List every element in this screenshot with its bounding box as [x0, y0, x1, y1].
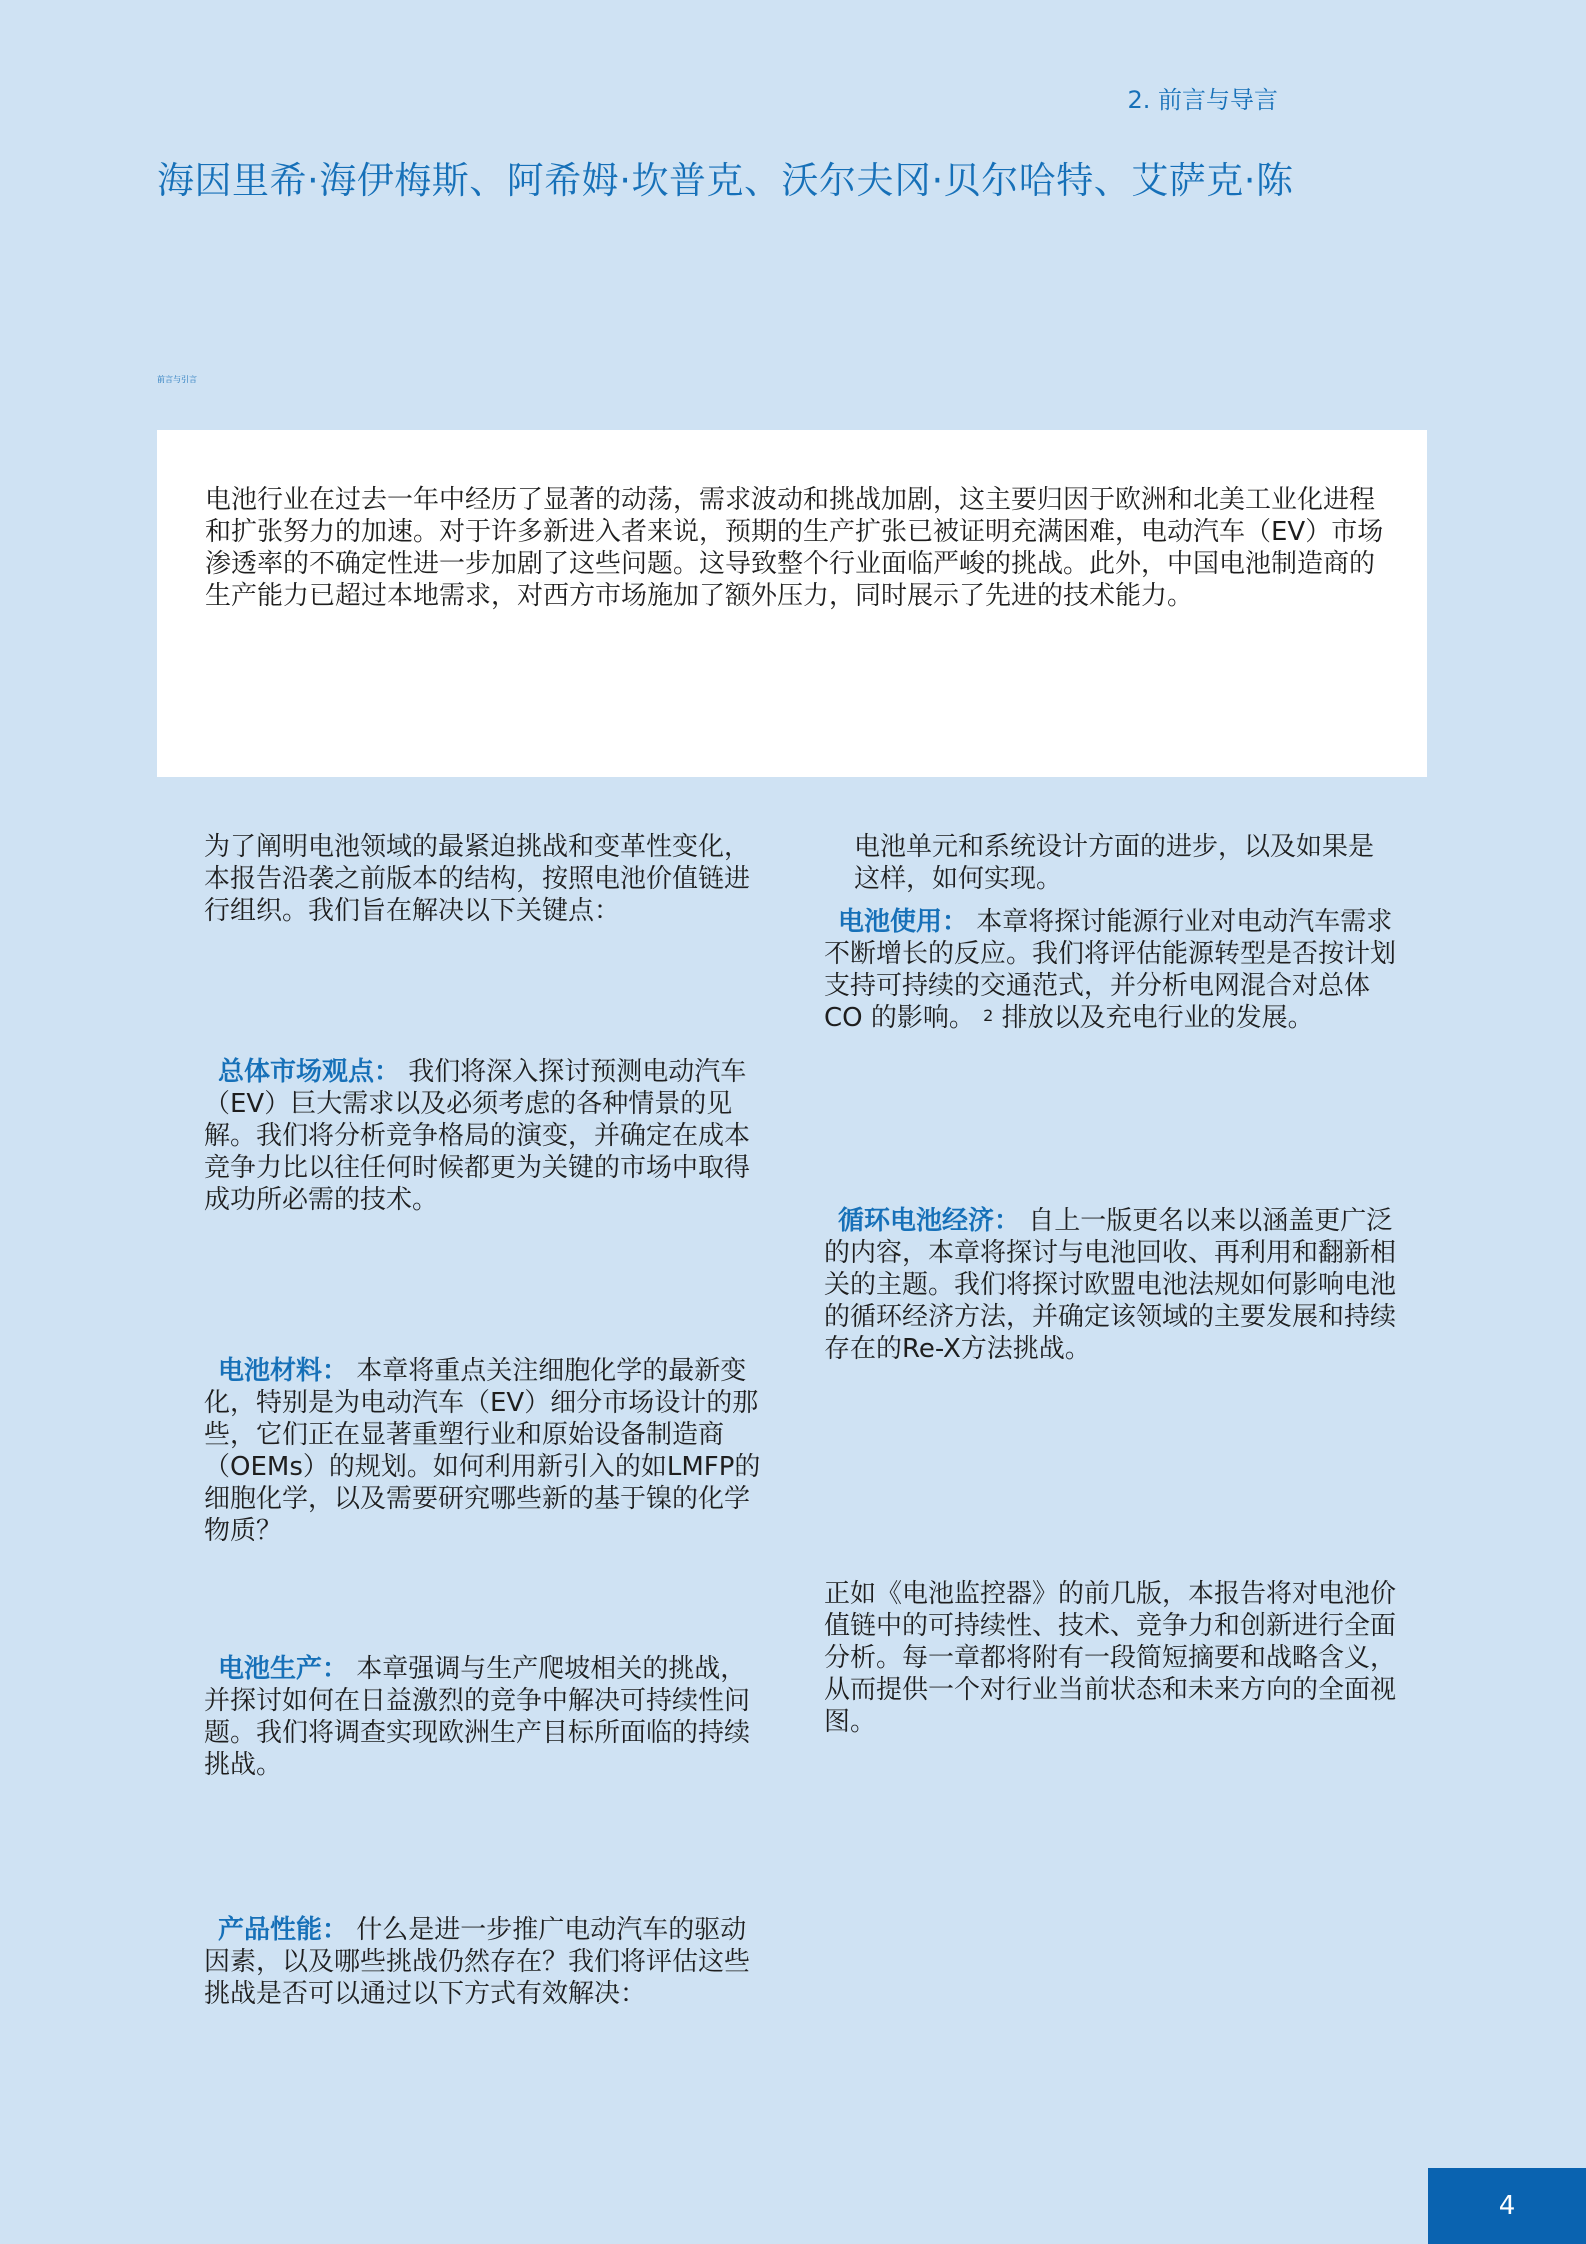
- production-heading: 电池生产：: [218, 1654, 349, 1684]
- performance-text: 什么是进一步推广电动汽车的驱动因素，以及哪些挑战仍然存在？我们将评估这些挑战是否可以通过以下方式有效解决：: [204, 1915, 751, 2009]
- market-text: 我们将深入探讨预测电动汽车（EV）巨大需求以及必须考虑的各种情景的见解。我们将分析竞争格局的演变，并确定在成本竞争力比以往任何时候都更为关键的市场中取得成功所必需的技术。: [204, 1057, 751, 1215]
- production-paragraph: [204, 1653, 772, 1781]
- usage-superscript: 2: [983, 1006, 994, 1025]
- usage-text-after: 排放以及充电行业的发展。: [1001, 1003, 1314, 1033]
- market-paragraph: [204, 1056, 772, 1216]
- continuation-paragraph: 电池单元和系统设计方面的进步，以及如果是这样，如何实现。: [854, 832, 1375, 894]
- section-label: 2. 前言与导言: [1127, 86, 1278, 114]
- market-heading: 总体市场观点：: [218, 1057, 401, 1087]
- section-tiny-label: 前言与引言: [157, 375, 197, 384]
- page-number-box: [1428, 2168, 1586, 2244]
- closing-paragraph: 正如《电池监控器》的前几版，本报告将对电池价值链中的可持续性、技术、竞争力和创新进行全面分析。每一章都将附有一段简短摘要和战略含义，从而提供一个对行业当前状态和未来方向的全面视图。: [824, 1579, 1397, 1737]
- page-number: 4: [1498, 2191, 1516, 2221]
- usage-paragraph: [824, 906, 1396, 1034]
- performance-heading: 产品性能：: [218, 1915, 349, 1945]
- materials-text: 本章将重点关注细胞化学的最新变化，特别是为电动汽车（EV）细分市场设计的那些，它们正在显著重塑行业和原始设备制造商（OEMs）的规划。如何利用新引入的如LMFP的细胞化学，以及需要研究哪些新的基于镍的化学物质？: [204, 1356, 761, 1546]
- circular-text: 自上一版更名以来以涵盖更广泛的内容，本章将探讨与电池回收、再利用和翻新相关的主题。我们将探讨欧盟电池法规如何影响电池的循环经济方法，并确定该领域的主要发展和持续存在的Re-X方法挑战。: [824, 1206, 1397, 1364]
- circular-heading: 循环电池经济：: [838, 1206, 1021, 1236]
- materials-heading: 电池材料：: [218, 1356, 349, 1386]
- circular-paragraph: [824, 1205, 1396, 1365]
- production-text: 本章强调与生产爬坡相关的挑战，并探讨如何在日益激烈的竞争中解决可持续性问题。我们将调查实现欧洲生产目标所面临的持续挑战。: [204, 1654, 751, 1780]
- authors-heading: 海因里希·海伊梅斯、阿希姆·坎普克、沃尔夫冈·贝尔哈特、艾萨克·陈: [157, 159, 1294, 202]
- usage-heading: 电池使用：: [838, 907, 969, 937]
- usage-text-before: 本章将探讨能源行业对电动汽车需求不断增长的反应。我们将评估能源转型是否按计划支持可持续的交通范式，并分析电网混合对总体 CO 的影响。: [824, 907, 1397, 1033]
- performance-paragraph: [204, 1914, 772, 2010]
- intro-paragraph: 电池行业在过去一年中经历了显著的动荡，需求波动和挑战加剧，这主要归因于欧洲和北美工业化进程和扩张努力的加速。对于许多新进入者来说，预期的生产扩张已被证明充满困难，电动汽车（EV）市场渗透率的不确定性进一步加剧了这些问题。这导致整个行业面临严峻的挑战。此外，中国电池制造商的生产能力已超过本地需求，对西方市场施加了额外压力，同时展示了先进的技术能力。: [205, 485, 1384, 611]
- lead-paragraph: 为了阐明电池领域的最紧迫挑战和变革性变化，本报告沿袭之前版本的结构，按照电池价值链进行组织。我们旨在解决以下关键点：: [204, 832, 751, 926]
- intro-box: [157, 430, 1427, 777]
- materials-paragraph: [204, 1355, 772, 1547]
